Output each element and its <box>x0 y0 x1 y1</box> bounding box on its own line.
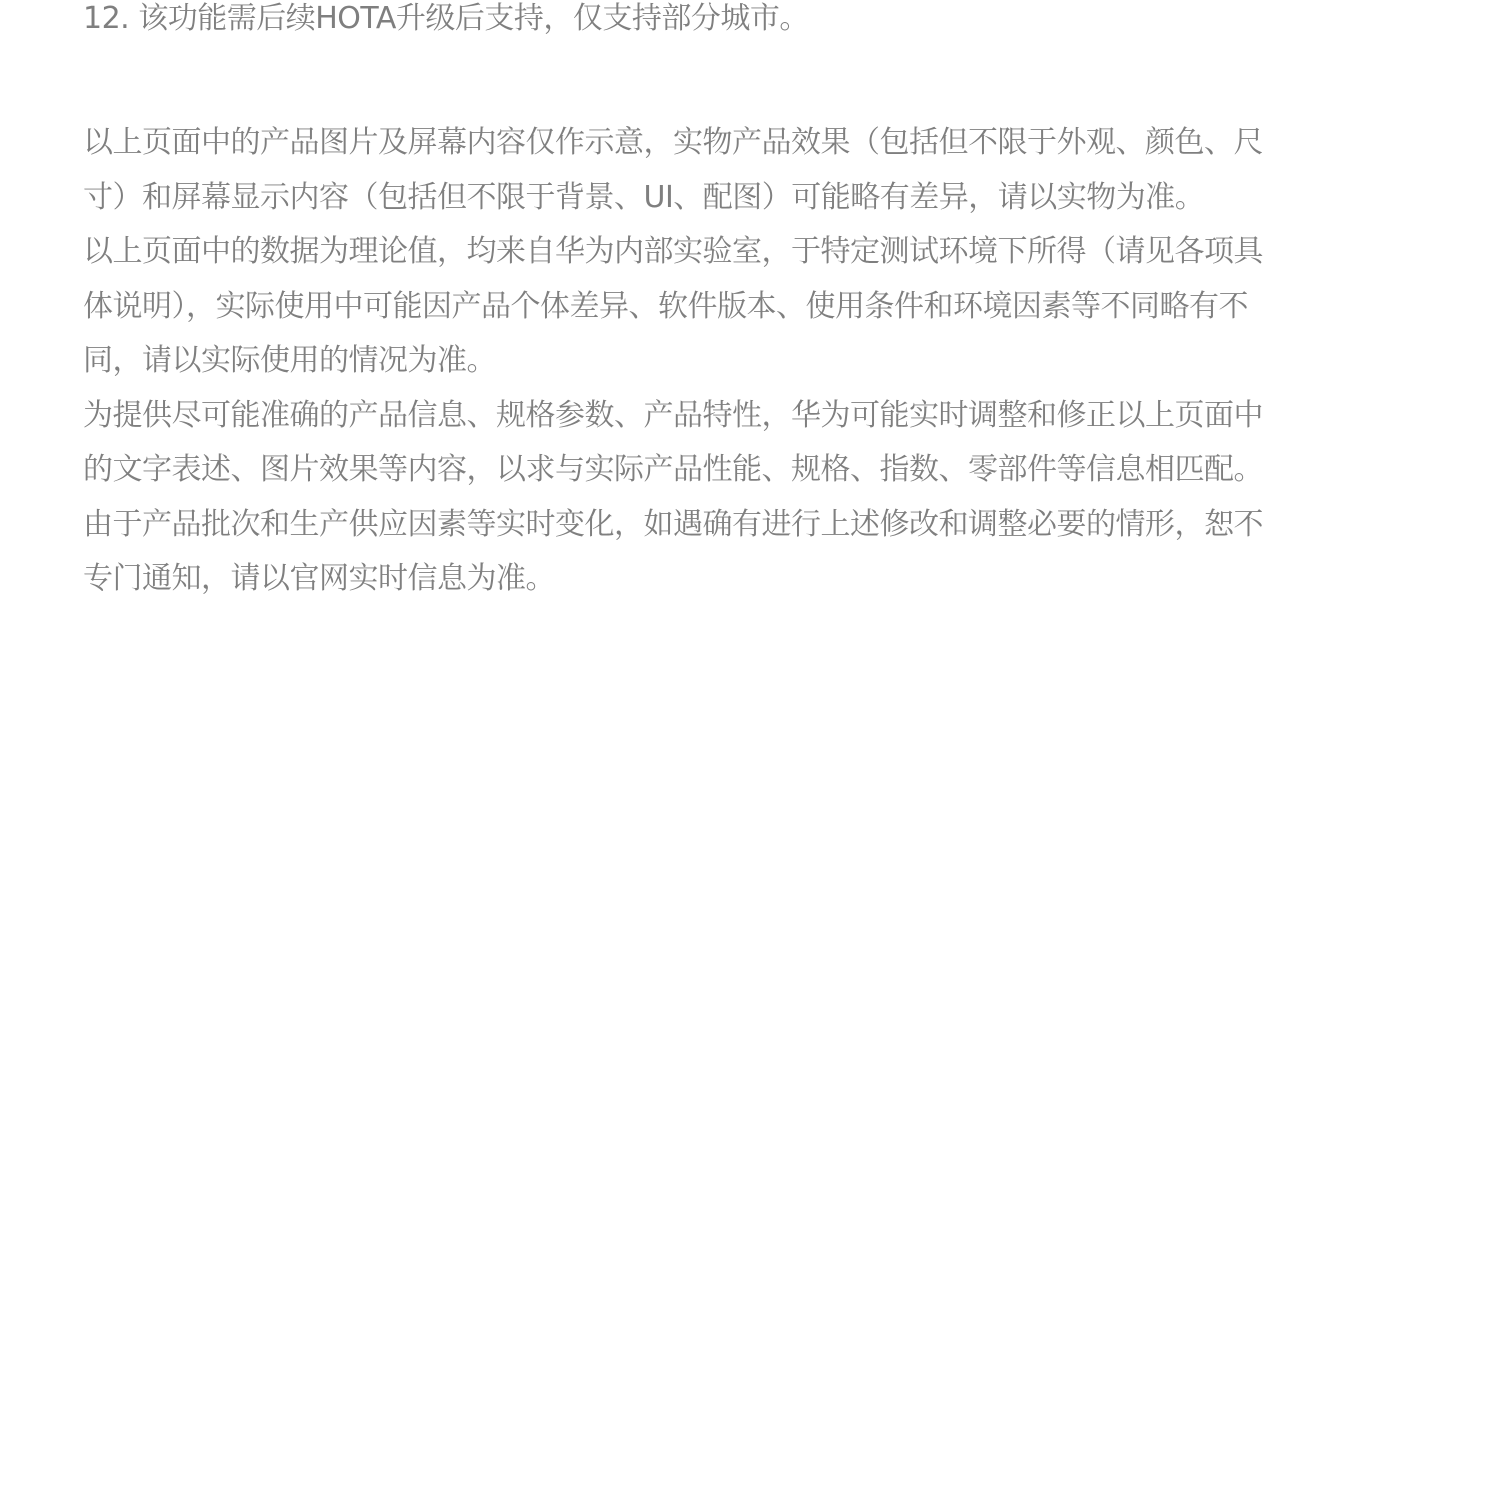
disclaimer-line: 的文字表述、图片效果等内容，以求与实际产品性能、规格、指数、零部件等信息相匹配。 <box>83 452 1263 487</box>
footnote-12: 12. 该功能需后续HOTA升级后支持，仅支持部分城市。 <box>83 1 809 36</box>
disclaimer-line: 同，请以实际使用的情况为准。 <box>83 343 496 378</box>
disclaimer-line: 为提供尽可能准确的产品信息、规格参数、产品特性，华为可能实时调整和修正以上页面中 <box>83 397 1263 433</box>
disclaimer-line: 以上页面中的数据为理论值，均来自华为内部实验室，于特定测试环境下所得（请见各项具 <box>83 234 1263 269</box>
disclaimer-line: 以上页面中的产品图片及屏幕内容仅作示意，实物产品效果（包括但不限于外观、颜色、尺 <box>83 125 1263 160</box>
disclaimer-block <box>83 116 1373 607</box>
disclaimer-line: 专门通知，请以官网实时信息为准。 <box>83 561 555 596</box>
footnote-section <box>83 0 1373 607</box>
disclaimer-line: 寸）和屏幕显示内容（包括但不限于背景、UI、配图）可能略有差异，请以实物为准。 <box>83 179 1205 215</box>
disclaimer-line: 由于产品批次和生产供应因素等实时变化，如遇确有进行上述修改和调整必要的情形，恕不 <box>83 506 1263 542</box>
disclaimer-line: 体说明），实际使用中可能因产品个体差异、软件版本、使用条件和环境因素等不同略有不 <box>83 288 1248 324</box>
